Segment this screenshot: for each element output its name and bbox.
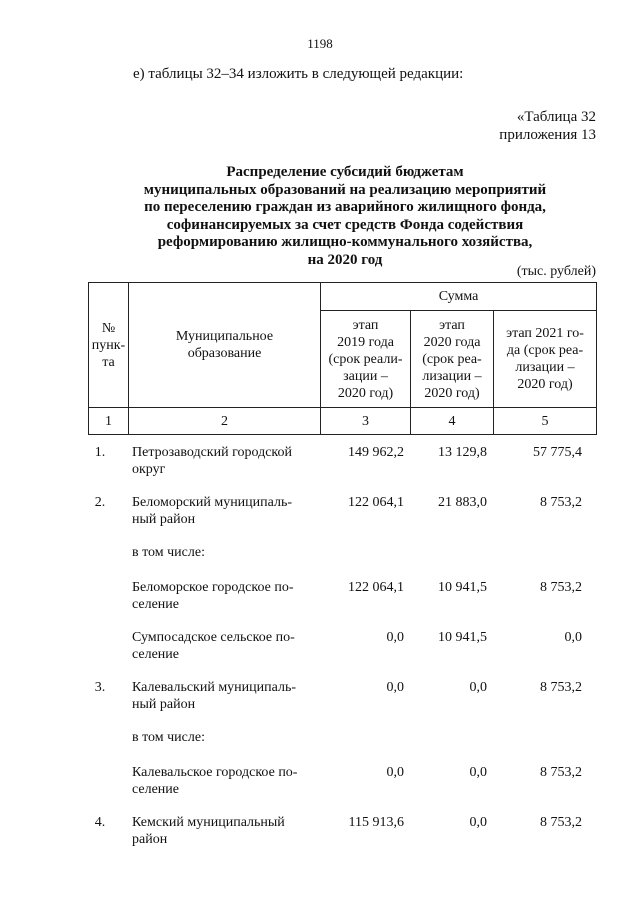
table-row	[88, 544, 596, 579]
row-value-2020: 0,0	[469, 680, 487, 695]
row-value-2020	[410, 729, 493, 764]
row-municipality: Калевальское городское по-селение	[132, 765, 298, 797]
row-value-2019	[320, 729, 410, 764]
row-municipality: Кемский муниципальный район	[132, 815, 285, 847]
row-value-2021: 8 753,2	[540, 815, 582, 830]
table-row	[88, 679, 596, 729]
row-number: 1.	[94, 445, 106, 460]
row-value-2020: 0,0	[469, 765, 487, 780]
row-value-2020: 10 941,5	[438, 630, 487, 645]
title-line: по переселению граждан из аварийного жилищного фонда,	[144, 199, 546, 215]
row-value-2020	[410, 544, 493, 579]
table-ref-line-1: «Таблица 32	[516, 109, 596, 125]
row-number	[88, 544, 128, 579]
header-col-stage-2021: этап 2021 го- да (срок реа- лизации – 2020 год)	[494, 311, 597, 408]
row-municipality: в том числе:	[132, 730, 205, 745]
row-value-2019: 0,0	[386, 680, 404, 695]
row-value-2020: 0,0	[469, 815, 487, 830]
row-number	[88, 579, 128, 629]
row-value-2021: 8 753,2	[540, 495, 582, 510]
title-line: софинансируемых за счет средств Фонда содействия	[166, 216, 524, 233]
header-col-stage-2020: этап 2020 года (срок реа- лизации – 2020 год)	[411, 311, 494, 408]
row-municipality: Петрозаводский городской округ	[132, 445, 293, 477]
table-row	[88, 494, 596, 544]
intro-text: е) таблицы 32–34 изложить в следующей редакции:	[133, 66, 464, 82]
table-reference	[499, 108, 596, 144]
title-line: Распределение субсидий бюджетам	[226, 164, 464, 180]
row-value-2021: 8 753,2	[540, 580, 582, 595]
table-row	[88, 764, 596, 814]
table-header	[88, 282, 597, 435]
table-row	[88, 444, 596, 494]
row-value-2019: 122 064,1	[348, 580, 404, 595]
header-index-3: 3	[321, 408, 411, 435]
title-line: реформированию жилищно-коммунального хозяйства,	[157, 234, 533, 250]
row-number	[88, 629, 128, 679]
row-municipality: Беломорский муниципаль-ный район	[132, 495, 293, 527]
row-value-2020: 21 883,0	[438, 495, 487, 510]
document-title	[90, 164, 600, 269]
row-number: 4.	[94, 815, 106, 830]
header-index-2: 2	[129, 408, 321, 435]
table-row	[88, 729, 596, 764]
row-number	[88, 764, 128, 814]
row-value-2021: 0,0	[564, 630, 582, 645]
row-value-2020: 10 941,5	[438, 580, 487, 595]
header-index-4: 4	[411, 408, 494, 435]
table-ref-line-2: приложения 13	[499, 127, 596, 143]
row-value-2020: 13 129,8	[438, 445, 487, 460]
row-value-2021: 8 753,2	[540, 680, 582, 695]
row-value-2021	[493, 544, 596, 579]
row-value-2021: 57 775,4	[533, 445, 582, 460]
header-col-stage-2019: этап 2019 года (срок реали- зации – 2020 год)	[321, 311, 411, 408]
row-value-2019: 0,0	[386, 630, 404, 645]
unit-label: (тыс. рублей)	[516, 264, 596, 279]
title-line: муниципальных образований на реализацию мероприятий	[143, 181, 547, 198]
header-col-municipality: Муниципальное образование	[129, 283, 321, 408]
table-row	[88, 814, 596, 864]
row-value-2019: 122 064,1	[348, 495, 404, 510]
row-value-2021: 8 753,2	[540, 765, 582, 780]
row-number: 3.	[94, 680, 106, 695]
page-number: 1198	[307, 36, 333, 51]
row-value-2019	[320, 544, 410, 579]
row-number: 2.	[94, 495, 106, 510]
table-row	[88, 629, 596, 679]
table-body	[88, 444, 596, 864]
header-index-5: 5	[494, 408, 597, 435]
row-value-2021	[493, 729, 596, 764]
table-row	[88, 579, 596, 629]
row-municipality: Сумпосадское сельское по-селение	[132, 630, 295, 662]
row-value-2019: 0,0	[386, 765, 404, 780]
row-municipality: Калевальский муниципаль-ный район	[132, 680, 297, 712]
row-municipality: Беломорское городское по-селение	[132, 580, 294, 612]
title-line: на 2020 год	[307, 251, 383, 268]
header-col-number: № пунк- та	[89, 283, 129, 408]
row-number	[88, 729, 128, 764]
header-index-1: 1	[89, 408, 129, 435]
row-value-2019: 149 962,2	[348, 445, 404, 460]
row-municipality: в том числе:	[132, 545, 205, 560]
row-value-2019: 115 913,6	[348, 815, 404, 830]
header-col-sum: Сумма	[321, 283, 597, 311]
